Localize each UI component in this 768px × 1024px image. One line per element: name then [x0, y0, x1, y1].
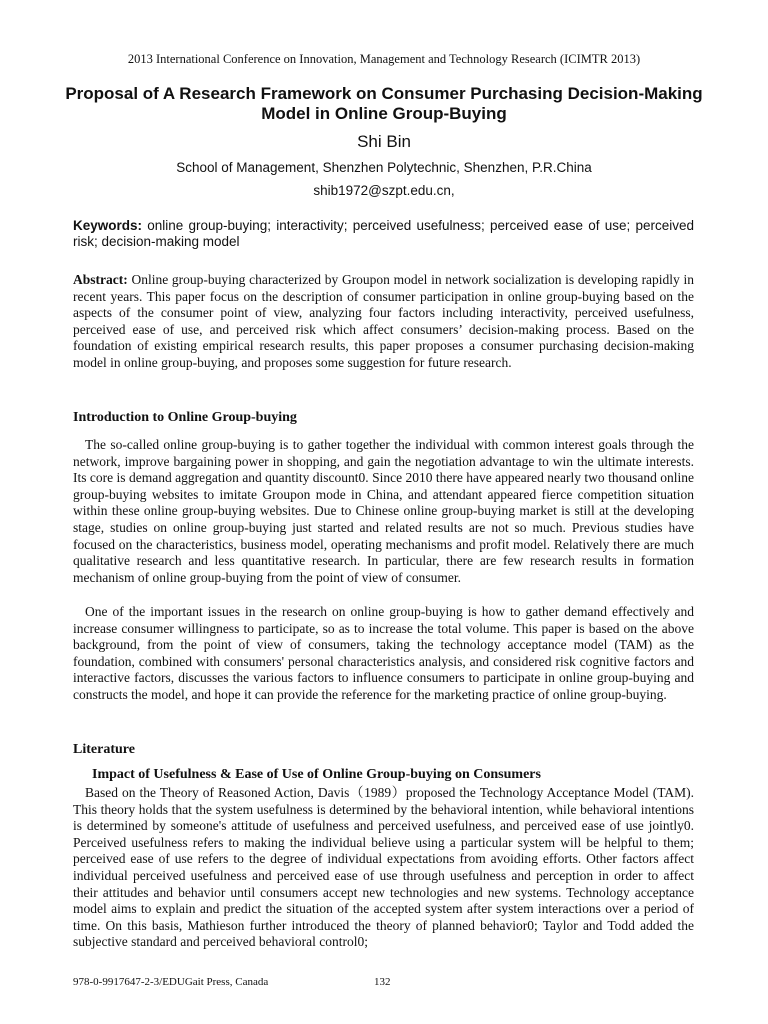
abstract-block: [73, 272, 694, 371]
page-number: 132: [374, 976, 391, 988]
literature-subheading: Impact of Usefulness & Ease of Use of Online Group-buying on Consumers: [92, 767, 541, 782]
literature-paragraph: Based on the Theory of Reasoned Action, Davis（1989）proposed the Technology Acceptance Model (TAM). This theory holds that the system usefulness is determined by the behavioral intention, while behavioral intentions is determined by someone's attitude of usefulness and perceived usefulness, and perceived ease of use jointly0. Perceived usefulness refers to making the individual believe using a particular system will be helpful to them; perceived ease of use refers to the degree of individual expectations from avoiding efforts. Other factors affect individual perceived usefulness and perceived ease of use through usefulness and perception in order to affect their attitudes and behavior until consumers accept new technologies and new systems. Technology acceptance model aims to explain and predict the situation of the accepted system after system interactions over a period of time. On this basis, Mathieson further introduced the theory of planned behavior0; Taylor and Todd added the subjective standard and perceived behavioral control0;: [73, 785, 694, 950]
abstract-text: Online group-buying characterized by Groupon model in network socialization is developing rapidly in recent years. This paper focus on the description of consumer participation in online group-buying based on the aspects of the consumer point of view, analyzing four factors including interactivity, perceived usefulness, perceived ease of use, and perceived risk which affect consumers’ decision-making process. Based on the foundation of existing empirical research results, this paper proposes a consumer purchasing decision-making model in online group-buying, and proposes some suggestion for future research.: [73, 272, 695, 370]
conference-header: 2013 International Conference on Innovation, Management and Technology Research (ICIMTR 2013): [127, 52, 641, 66]
intro-heading: Introduction to Online Group-buying: [73, 410, 297, 425]
author-name: Shi Bin: [357, 132, 411, 151]
keywords-label: Keywords:: [73, 218, 143, 233]
author-email: shib1972@szpt.edu.cn,: [313, 183, 455, 198]
keywords-text: online group-buying; interactivity; perceived usefulness; perceived ease of use; perceived risk; decision-making model: [73, 218, 694, 249]
footer-isbn: 978-0-9917647-2-3/EDUGait Press, Canada: [73, 976, 269, 988]
keywords-block: [73, 218, 694, 250]
intro-paragraph-1: The so-called online group-buying is to gather together the individual with common interest goals through the network, improve bargaining power in shopping, and gain the negotiation advantage to win the ultimate interests. Its core is demand aggregation and quantity discount0. Since 2010 there have appeared nearly two thousand online group-buying websites to imitate Groupon mode in China, and attendant appeared fierce competition situation within these online group-buying websites. Due to Chinese online group-buying market is still at the developing stage, studies on online group-buying just started and related results are not so much. Previous studies have focused on the characteristics, business model, operating mechanisms and profit model. Relatively there are much qualitative research and less quantitative research. In particular, there are few research results in formation mechanism of online group-buying from the point of view of consumer.: [73, 437, 694, 585]
intro-paragraph-2: One of the important issues in the research on online group-buying is how to gather demand effectively and increase consumer willingness to participate, so as to increase the total volume. This paper is based on the above background, from the point of view of consumers, taking the technology acceptance model (TAM) as the foundation, combined with consumers' personal characteristics analysis, and considered risk cognitive factors and interactive factors, discusses the various factors to influence consumers to participate in online group-buying and constructs the model, and hope it can provide the reference for the marketing practice of online group-buying.: [73, 604, 694, 702]
paper-title: Proposal of A Research Framework on Consumer Purchasing Decision-Making Model in Online Group-Buying: [65, 84, 703, 123]
abstract-label: Abstract:: [73, 272, 128, 287]
literature-heading: Literature: [73, 742, 135, 757]
author-affiliation: School of Management, Shenzhen Polytechnic, Shenzhen, P.R.China: [176, 160, 592, 175]
